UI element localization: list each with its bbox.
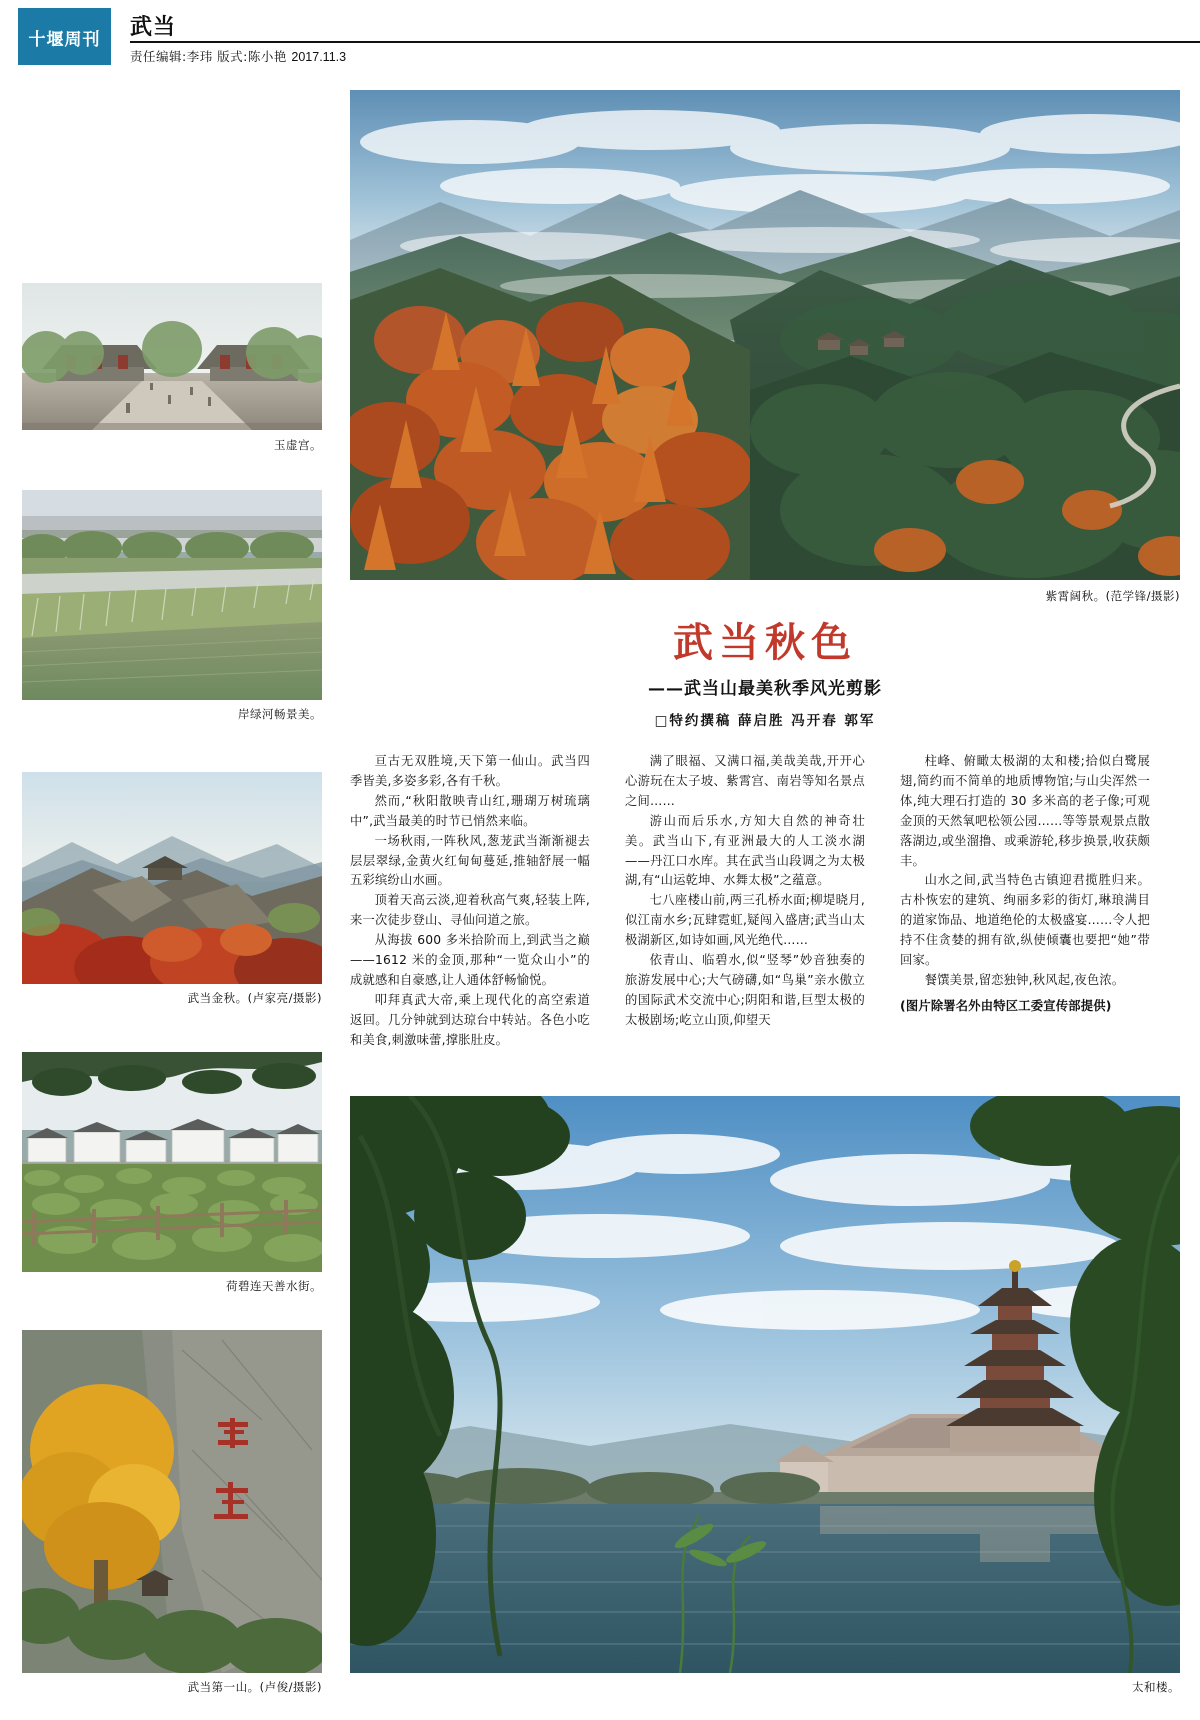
photo-first-mountain-image bbox=[22, 1330, 322, 1673]
editor-credits: 责任编辑:李玮 版式:陈小艳 bbox=[130, 49, 287, 64]
caption-golden-autumn: 武当金秋。(卢家亮/摄影) bbox=[187, 991, 322, 1005]
issue-date: 2017.11.3 bbox=[291, 50, 347, 64]
masthead bbox=[18, 8, 1182, 72]
caption-taihe-tower: 太和楼。 bbox=[1132, 1680, 1180, 1694]
caption-first-mountain: 武当第一山。(卢俊/摄影) bbox=[187, 1680, 322, 1694]
caption-lotus-street: 荷碧连天善水街。 bbox=[226, 1279, 322, 1293]
publication-logo-label: 十堰周刊 bbox=[28, 30, 101, 50]
photo-yuxugong bbox=[22, 283, 322, 430]
photo-hero-zixiao bbox=[350, 90, 1180, 580]
photo-taihe-tower-image bbox=[350, 1096, 1180, 1673]
caption-yuxugong: 玉虚宫。 bbox=[274, 438, 322, 452]
section-title: 武当 bbox=[130, 15, 177, 40]
caption-riverbank: 岸绿河畅景美。 bbox=[238, 707, 322, 721]
photo-golden-autumn bbox=[22, 772, 322, 984]
photo-riverbank bbox=[22, 490, 322, 700]
article-header bbox=[350, 620, 1180, 729]
paragraph: 游山而后乐水,方知大自然的神奇壮美。武当山下,有亚洲最大的人工淡水湖——丹江口水库。其在武当山段调之为太极湖,有“山运乾坤、水舞太极”之蕴意。 bbox=[625, 813, 865, 888]
publication-logo bbox=[18, 8, 111, 65]
photo-golden-autumn-image bbox=[22, 772, 322, 984]
photo-lotus-street-image bbox=[22, 1052, 322, 1272]
paragraph: 顶着天高云淡,迎着秋高气爽,轻装上阵,来一次徒步登山、寻仙问道之旅。 bbox=[350, 893, 590, 928]
paragraph: 一场秋雨,一阵秋风,葱茏武当渐渐褪去层层翠绿,金黄火红甸甸蔓延,推轴舒展一幅五彩缤纷山水画。 bbox=[350, 833, 590, 888]
article-column-3 bbox=[900, 752, 1150, 1017]
photo-taihe-tower bbox=[350, 1096, 1180, 1673]
photo-first-mountain bbox=[22, 1330, 322, 1673]
photo-lotus-street bbox=[22, 1052, 322, 1272]
article-body bbox=[350, 752, 1180, 1072]
article-title: 武当秋色 bbox=[673, 619, 857, 666]
paragraph: 从海拔 600 多米拾阶而上,到武当之巅——1612 米的金顶,那种“一览众山小”的成就感和自豪感,让人通体舒畅愉悦。 bbox=[350, 933, 590, 987]
article-column-2 bbox=[625, 752, 865, 1031]
paragraph: 山水之间,武当特色古镇迎君揽胜归来。古朴恢宏的建筑、绚丽多彩的街灯,琳琅满目的道家饰品、地道绝伦的太极盛宴……令人把持不住贪婪的拥有欲,纵使倾囊也要把“她”带回家。 bbox=[900, 873, 1150, 968]
masthead-divider bbox=[130, 41, 1200, 43]
photo-riverbank-image bbox=[22, 490, 322, 700]
paragraph: 亘古无双胜境,天下第一仙山。武当四季皆美,多姿多彩,各有千秋。 bbox=[350, 754, 590, 788]
photo-credit-note: (图片除署名外由特区工委宣传部提供) bbox=[900, 998, 1112, 1013]
article-column-1 bbox=[350, 752, 590, 1051]
caption-hero-zixiao: 紫霄阔秋。(范学锋/摄影) bbox=[1045, 589, 1180, 603]
article-byline: □特约撰稿 薛启胜 冯开春 郭军 bbox=[654, 713, 876, 729]
paragraph: 七八座楼山前,两三孔桥水面;柳堤晓月,似江南水乡;瓦肆霓虹,疑闯入盛唐;武当山太极湖新区,如诗如画,风光绝代…… bbox=[625, 893, 865, 948]
paragraph: 叩拜真武大帝,乘上现代化的高空索道返回。几分钟就到达琼台中转站。各色小吃和美食,刺激味蕾,撑胀肚皮。 bbox=[350, 992, 590, 1047]
paragraph: 依青山、临碧水,似“竖琴”妙音独奏的旅游发展中心;大气磅礴,如“鸟巢”亲水傲立的国际武术交流中心;阴阳和谐,巨型太极的太极剧场;屹立山顶,仰望天 bbox=[625, 953, 865, 1027]
photo-hero-zixiao-image bbox=[350, 90, 1180, 580]
paragraph: 柱峰、俯瞰太极湖的太和楼;拾似白鹭展翅,简约而不简单的地质博物馆;与山尖浑然一体,纯大理石打造的 30 多米高的老子像;可观金顶的天然氧吧松领公园……等等景观景点散落湖边,或坐溜撸、或乘游轮,移步换景,收获颇丰。 bbox=[900, 754, 1150, 868]
paragraph: 然而,“秋阳散映青山红,珊瑚万树琉璃中”,武当最美的时节已悄然来临。 bbox=[350, 793, 590, 828]
paragraph: 满了眼福、又满口福,美哉美哉,开开心心游玩在太子坡、紫霄宫、南岩等知名景点之间…… bbox=[625, 754, 865, 808]
masthead-credits bbox=[130, 47, 346, 65]
article-subtitle: ——武当山最美秋季风光剪影 bbox=[648, 679, 882, 699]
paragraph: 餐馔美景,留恋独钟,秋风起,夜色浓。 bbox=[924, 972, 1125, 987]
photo-yuxugong-image bbox=[22, 283, 322, 430]
